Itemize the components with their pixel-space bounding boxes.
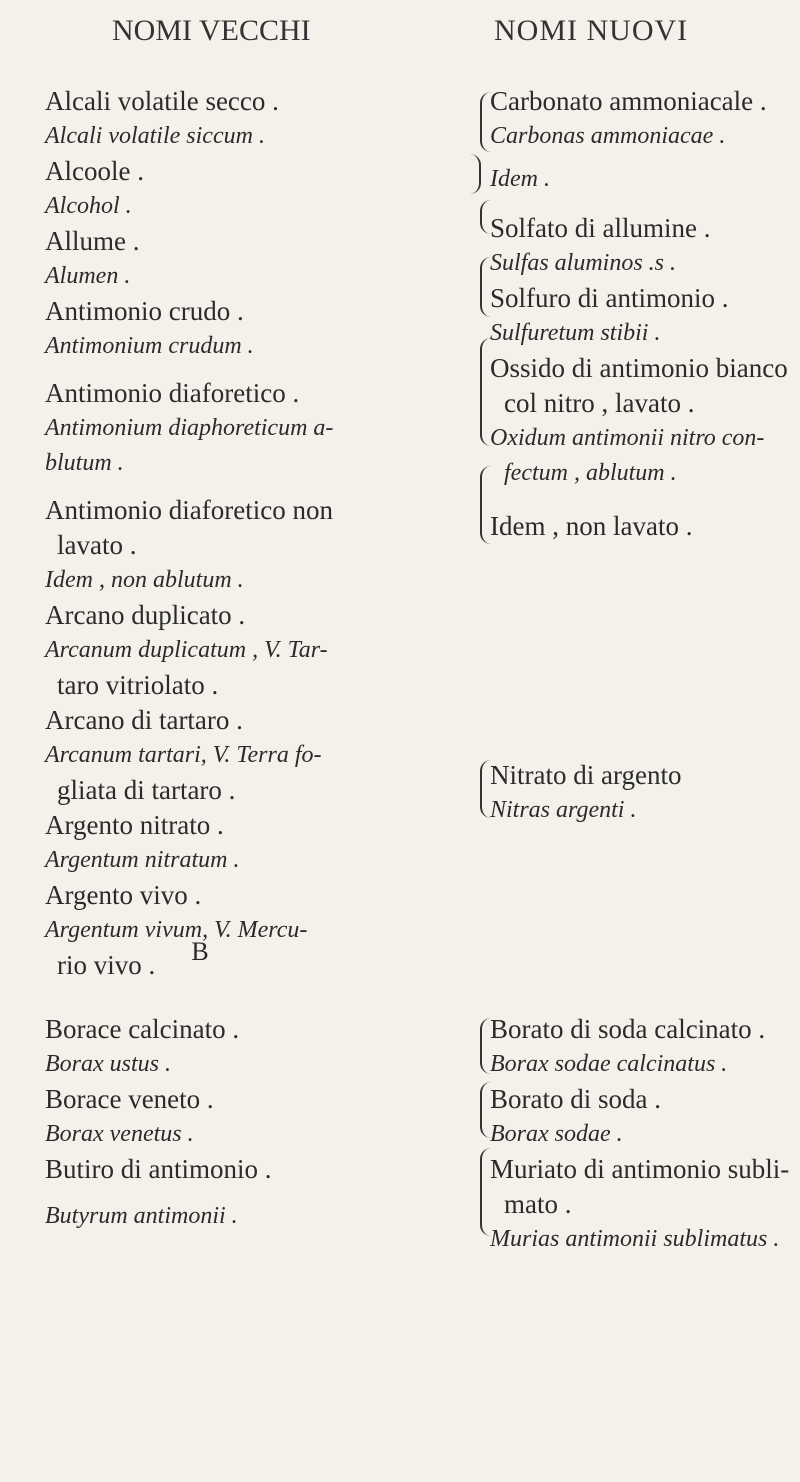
old-names-column-a <box>45 84 455 983</box>
latin-name-cont: rio vivo . <box>57 950 156 980</box>
italian-name-cont: mato . <box>504 1189 572 1219</box>
nitrato-entry <box>490 758 790 828</box>
italian-name: Arcano duplicato . <box>45 600 246 630</box>
brace <box>470 154 481 194</box>
italian-name-cont: col nitro , lavato . <box>504 388 695 418</box>
entry-old <box>45 808 455 878</box>
entry-old <box>45 493 455 598</box>
entry-old <box>45 154 455 224</box>
italian-name: Borato di soda calcinato . <box>490 1014 766 1044</box>
latin-name: Argentum vivum, V. Mercu- <box>45 917 308 943</box>
italian-name: Arcano di tartaro . <box>45 705 243 735</box>
entry-old <box>45 376 455 481</box>
entry-old <box>45 224 455 294</box>
italian-name: Alcoole . <box>45 156 144 186</box>
latin-name: Idem , non ablutum . <box>45 567 244 593</box>
latin-name: Argentum nitratum . <box>45 847 240 873</box>
latin-name-cont: fectum , ablutum . <box>504 460 677 486</box>
latin-name: Borax venetus . <box>45 1121 194 1147</box>
italian-name: Antimonio crudo . <box>45 296 244 326</box>
entry-old <box>45 598 455 703</box>
latin-name: Sulfas aluminos .s . <box>490 250 677 276</box>
latin-name: Carbonas ammoniacae . <box>490 123 726 149</box>
latin-name: Arcanum duplicatum , V. Tar- <box>45 637 328 663</box>
idem-non-lavato <box>490 509 790 544</box>
section-letter: B <box>191 937 209 966</box>
header-old-names: NOMI VECCHI <box>112 14 311 47</box>
idem-entry: Idem . <box>490 166 550 192</box>
italian-name: Idem , non lavato . <box>490 511 693 541</box>
italian-name: Antimonio diaforetico non <box>45 495 333 525</box>
italian-name: Solfato di allumine . <box>490 213 711 243</box>
old-names-column-b <box>45 1012 455 1234</box>
italian-name: Nitrato di argento <box>490 760 682 790</box>
latin-name: Oxidum antimonii nitro con- <box>490 425 765 451</box>
italian-name: Borato di soda . <box>490 1084 661 1114</box>
latin-name: Borax sodae calcinatus . <box>490 1051 728 1077</box>
latin-name: Arcanum tartari, V. Terra fo- <box>45 742 322 768</box>
entry-old <box>45 878 455 983</box>
latin-name-cont: taro vitriolato . <box>57 670 219 700</box>
entry-old <box>45 703 455 808</box>
italian-name: Argento vivo . <box>45 880 202 910</box>
new-names-column-b <box>490 1012 790 1257</box>
latin-name: Borax sodae . <box>490 1121 623 1147</box>
header-new-names: NOMI NUOVI <box>494 14 689 47</box>
latin-name: Alumen . <box>45 263 131 289</box>
latin-name: Borax ustus . <box>45 1051 171 1077</box>
italian-name: Borace calcinato . <box>45 1014 240 1044</box>
latin-name-cont: blutum . <box>45 450 124 476</box>
latin-name: Sulfuretum stibii . <box>490 320 661 346</box>
latin-name-cont: gliata di tartaro . <box>57 775 236 805</box>
latin-name: Antimonium crudum . <box>45 333 254 359</box>
italian-name: Carbonato ammoniacale . <box>490 86 767 116</box>
italian-name: Solfuro di antimonio . <box>490 283 729 313</box>
italian-name: Ossido di antimonio bianco <box>490 353 788 383</box>
new-names-column-a <box>490 84 790 544</box>
latin-name: Nitras argenti . <box>490 797 637 823</box>
latin-name: Alcohol . <box>45 193 132 219</box>
latin-name: Antimonium diaphoreticum a- <box>45 415 334 441</box>
entry-old <box>45 294 455 364</box>
italian-name: Muriato di antimonio subli- <box>490 1154 790 1184</box>
italian-name: Butiro di antimonio . <box>45 1154 272 1184</box>
latin-name: Butyrum antimonii . <box>45 1203 238 1229</box>
italian-name: Argento nitrato . <box>45 810 224 840</box>
entry-old <box>45 84 455 154</box>
italian-name-cont: lavato . <box>57 530 137 560</box>
latin-name: Alcali volatile siccum . <box>45 123 265 149</box>
italian-name: Alcali volatile secco . <box>45 86 279 116</box>
latin-name: Murias antimonii sublimatus . <box>490 1226 780 1252</box>
italian-name: Allume . <box>45 226 140 256</box>
italian-name: Antimonio diaforetico . <box>45 378 300 408</box>
italian-name: Borace veneto . <box>45 1084 214 1114</box>
